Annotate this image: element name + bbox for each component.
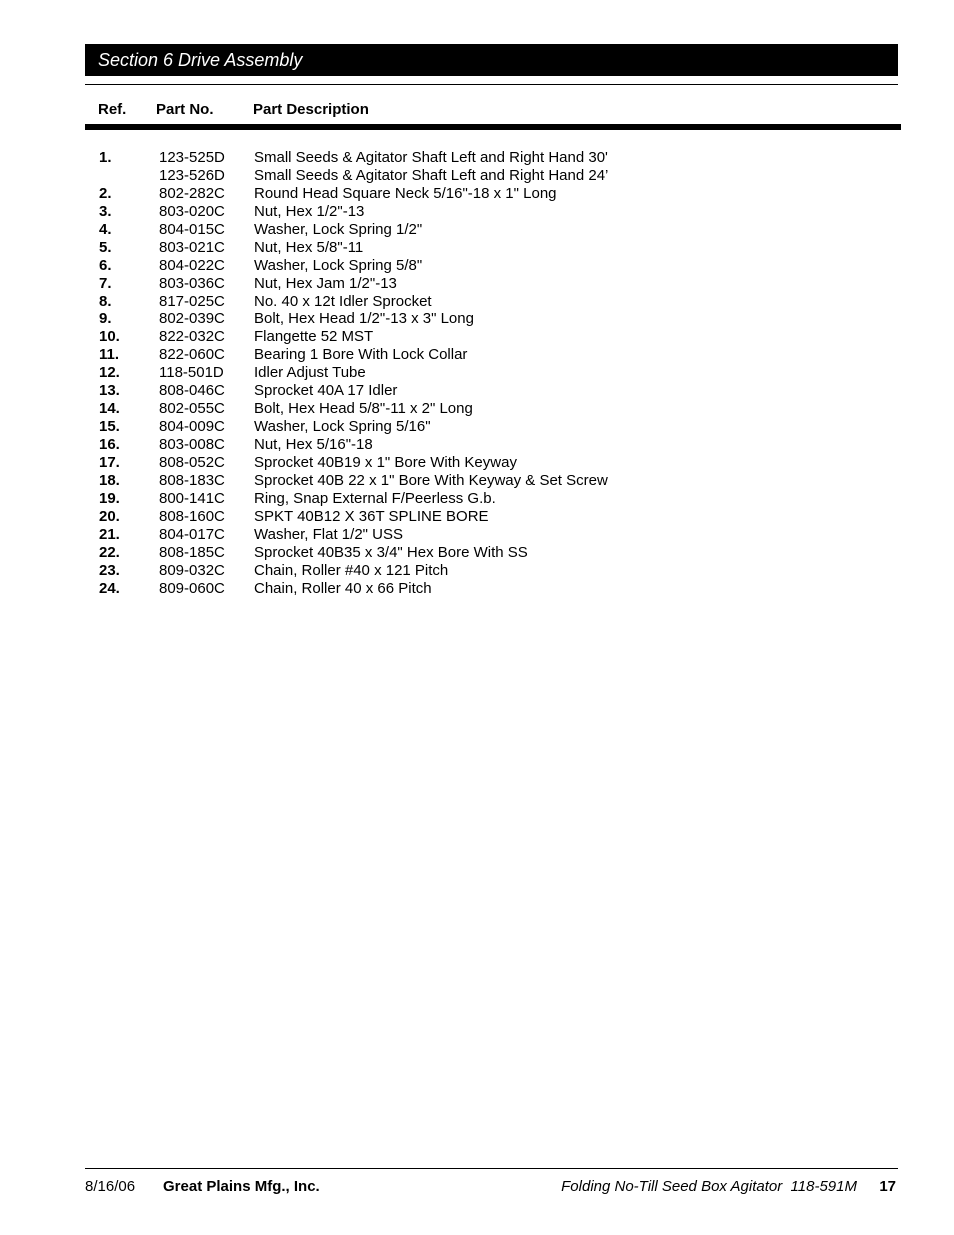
footer-divider (85, 1168, 898, 1169)
part-ref: 3. (99, 202, 112, 220)
part-number: 802-282C (159, 184, 225, 202)
part-description: Chain, Roller 40 x 66 Pitch (254, 579, 432, 597)
part-ref: 22. (99, 543, 120, 561)
part-ref: 16. (99, 436, 120, 453)
part-description: SPKT 40B12 X 36T SPLINE BORE (254, 507, 489, 525)
part-description: Sprocket 40B35 x 3/4" Hex Bore With SS (254, 543, 528, 561)
parts-list (0, 149, 954, 597)
part-number: 808-046C (159, 382, 225, 400)
part-number: 822-032C (159, 328, 225, 346)
part-ref: 12. (99, 364, 120, 382)
part-ref: 5. (99, 238, 112, 256)
part-ref: 9. (99, 310, 112, 328)
part-ref: 4. (99, 220, 112, 238)
table-row (0, 526, 954, 544)
part-number: 808-185C (159, 543, 225, 561)
table-row (0, 544, 954, 562)
part-ref: 13. (99, 382, 120, 400)
part-number: 804-022C (159, 256, 225, 274)
header-divider (85, 84, 898, 85)
part-description: Idler Adjust Tube (254, 364, 366, 382)
part-ref: 6. (99, 256, 112, 274)
part-number: 800-141C (159, 489, 225, 507)
part-number: 803-008C (159, 436, 225, 453)
table-row (0, 418, 954, 436)
table-row (0, 454, 954, 472)
part-ref: 10. (99, 328, 120, 346)
footer-date: 8/16/06 (85, 1178, 136, 1195)
table-row (0, 472, 954, 490)
part-number: 808-160C (159, 507, 225, 525)
table-row (0, 364, 954, 382)
footer-document-title: Folding No-Till Seed Box Agitator 118-591M (561, 1178, 857, 1195)
part-description: Nut, Hex Jam 1/2"-13 (254, 274, 397, 292)
table-row (0, 167, 954, 185)
part-description: Small Seeds & Agitator Shaft Left and Right Hand 24’ (254, 166, 609, 184)
part-number: 118-501D (159, 364, 224, 382)
column-header-description: Part Description (253, 101, 369, 118)
table-row (0, 275, 954, 293)
part-number: 808-183C (159, 471, 225, 489)
table-row (0, 580, 954, 598)
table-row (0, 257, 954, 275)
part-ref: 8. (99, 292, 112, 310)
column-header-ref: Ref. (98, 101, 127, 118)
part-ref: 7. (99, 274, 112, 292)
part-description: Bearing 1 Bore With Lock Collar (254, 346, 468, 364)
part-description: Sprocket 40B19 x 1" Bore With Keyway (254, 453, 517, 471)
table-row (0, 436, 954, 454)
section-title: Section 6 Drive Assembly (85, 44, 898, 76)
table-row (0, 490, 954, 508)
table-row (0, 239, 954, 257)
part-description: Washer, Flat 1/2" USS (254, 525, 403, 543)
part-number: 803-020C (159, 202, 225, 220)
part-ref: 17. (99, 453, 120, 471)
part-number: 802-039C (159, 310, 225, 328)
part-description: Sprocket 40A 17 Idler (254, 382, 398, 400)
column-header-part-no: Part No. (156, 101, 214, 118)
part-description: Flangette 52 MST (254, 328, 374, 346)
table-row (0, 382, 954, 400)
part-description: Bolt, Hex Head 5/8"-11 x 2" Long (254, 400, 473, 418)
table-header-rule (85, 124, 901, 130)
part-description: Ring, Snap External F/Peerless G.b. (254, 489, 496, 507)
part-number: 803-036C (159, 274, 225, 292)
part-description: Small Seeds & Agitator Shaft Left and Right Hand 30' (254, 149, 608, 166)
part-ref: 2. (99, 184, 112, 202)
part-description: Nut, Hex 1/2"-13 (254, 202, 365, 220)
table-row (0, 508, 954, 526)
table-row (0, 310, 954, 328)
part-ref: 20. (99, 507, 120, 525)
part-number: 803-021C (159, 238, 225, 256)
part-ref: 11. (99, 346, 120, 364)
table-row (0, 185, 954, 203)
part-number: 822-060C (159, 346, 225, 364)
parts-table-header (0, 101, 954, 121)
part-ref: 15. (99, 418, 120, 436)
table-row (0, 203, 954, 221)
part-number: 804-015C (159, 220, 225, 238)
part-description: Nut, Hex 5/16"-18 (254, 436, 373, 453)
part-number: 804-017C (159, 525, 225, 543)
part-number: 809-060C (159, 579, 225, 597)
part-ref: 21. (99, 525, 120, 543)
part-number: 802-055C (159, 400, 225, 418)
part-number: 809-032C (159, 561, 225, 579)
part-description: No. 40 x 12t Idler Sprocket (254, 292, 432, 310)
part-ref: 23. (99, 561, 120, 579)
part-ref: 18. (99, 471, 120, 489)
part-ref: 19. (99, 489, 120, 507)
table-row (0, 221, 954, 239)
part-description: Nut, Hex 5/8"-11 (254, 238, 364, 256)
table-row (0, 149, 954, 167)
part-ref: 24. (99, 579, 120, 597)
part-description: Washer, Lock Spring 5/8" (254, 256, 423, 274)
table-row (0, 400, 954, 418)
part-description: Sprocket 40B 22 x 1" Bore With Keyway & Set Screw (254, 471, 608, 489)
part-description: Washer, Lock Spring 5/16" (254, 418, 431, 436)
part-ref: 1. (99, 149, 112, 166)
table-row (0, 562, 954, 580)
part-number: 804-009C (159, 418, 225, 436)
table-row (0, 293, 954, 311)
part-number: 123-526D (159, 166, 225, 184)
table-row (0, 346, 954, 364)
page-number: 17 (879, 1178, 896, 1195)
part-description: Bolt, Hex Head 1/2"-13 x 3" Long (254, 310, 474, 328)
part-description: Washer, Lock Spring 1/2" (254, 220, 423, 238)
part-number: 808-052C (159, 453, 225, 471)
table-row (0, 328, 954, 346)
part-ref: 14. (99, 400, 120, 418)
part-description: Round Head Square Neck 5/16"-18 x 1" Long (254, 184, 557, 202)
part-description: Chain, Roller #40 x 121 Pitch (254, 561, 449, 579)
footer-company: Great Plains Mfg., Inc. (163, 1178, 320, 1195)
part-number: 123-525D (159, 149, 225, 166)
part-number: 817-025C (159, 292, 225, 310)
